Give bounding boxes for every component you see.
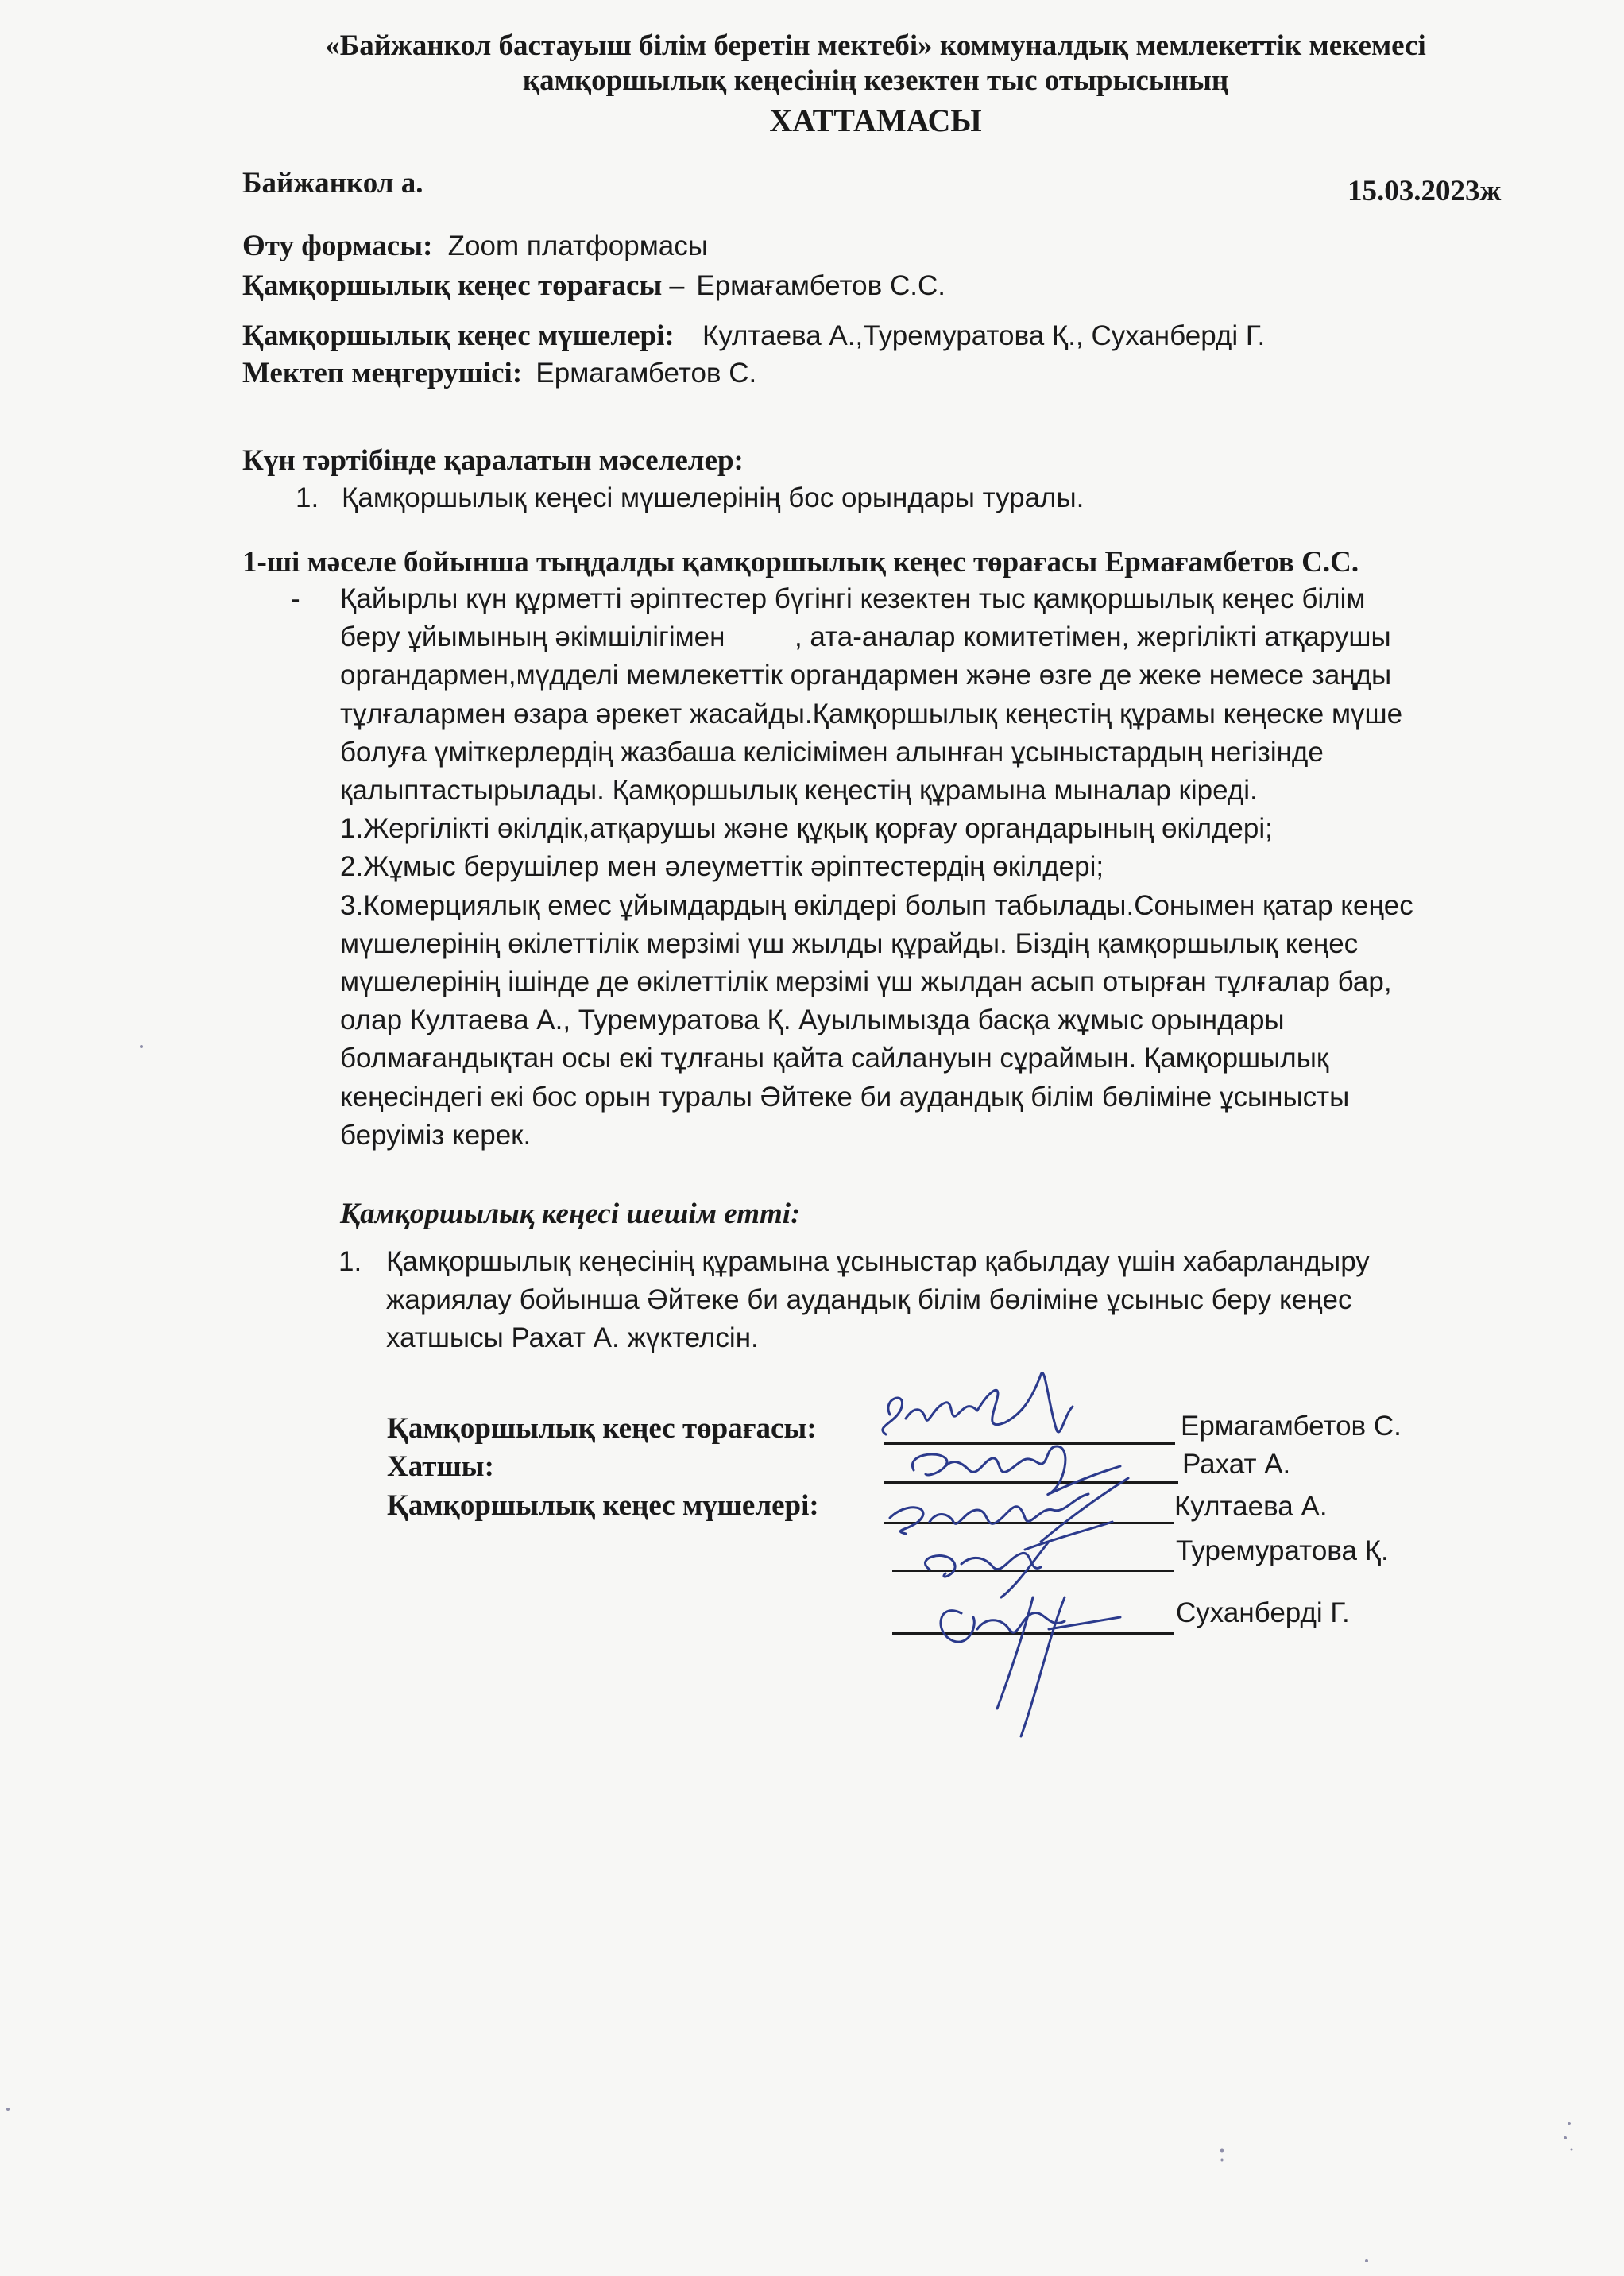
sign-chair-label: Қамқоршылық кеңес төрағасы: [387,1412,817,1445]
issue-line: органдармен,мүдделі мемлекеттік органдармен және өзге де жеке немесе заңды [340,660,1392,691]
decision-item-number: 1. [338,1246,362,1277]
sign-chair-name: Ермагамбетов С. [1181,1411,1402,1442]
issue-line: беруіміз керек. [340,1119,532,1151]
agenda-item-number: 1. [296,482,319,513]
sign-member3-name: Суханберді Г. [1176,1597,1350,1628]
issue-dash: - [291,583,300,614]
decision-line: жариялау бойынша Әйтеке би аудандық білім бөліміне ұсыныс беру кеңес [386,1284,1352,1315]
issue-line: 3.Комерциялық емес ұйымдардың өкілдері болып табылады.Сонымен қатар кеңес [340,889,1413,921]
chair-label: Қамқоршылық кеңес төрағасы – [242,269,685,302]
place: Байжанкол а. [242,167,423,199]
issue-line: кеңесіндегі екі бос орын туралы Әйтеке би аудандық білім бөліміне ұсынысты [340,1081,1350,1113]
issue-line: 1.Жергілікті өкілдік,атқарушы және құқық қорғау органдарының өкілдері; [340,813,1273,845]
agenda-heading: Күн тәртібінде қаралатын мәселелер: [242,444,744,477]
issue-line: болмағандықтан осы екі тұлғаны қайта сайлануын сұраймын. Қамқоршылық [340,1043,1329,1074]
head-label: Мектеп меңгерушісі: [242,357,523,389]
chair-value: Ермағамбетов С.С. [696,270,945,301]
decision-heading: Қамқоршылық кеңесі шешім етті: [340,1198,801,1230]
issue-line: мүшелерінің ішінде де өкілеттілік мерзімі үш жылдан асып отырған тұлғалар бар, [340,966,1392,998]
sign-secretary-label: Хатшы: [387,1450,494,1483]
sign-member1-name: Култаева А. [1174,1491,1328,1522]
date: 15.03.2023ж [1348,175,1502,207]
issue-line: тұлғалармен өзара әрекет жасайды.Қамқоршылық кеңестің құрамы кеңеске мүше [340,698,1403,730]
issue-line: мүшелерінің өкілеттілік мерзімі үш жылды құрайды. Біздің қамқоршылық кеңес [340,927,1359,959]
issue-line: болуға үміткерлердің жазбаша келісімімен алынған ұсыныстардың негізінде [340,736,1324,768]
agenda-item-text: Қамқоршылық кеңесі мүшелерінің бос орындары туралы. [342,482,1085,513]
format-label: Өту формасы: [242,230,433,262]
head-value: Ермагамбетов С. [536,358,757,389]
sign-secretary-name: Рахат А. [1182,1449,1291,1480]
header-line-1: «Байжанкол бастауыш білім беретін мектебі» коммуналдық мемлекеттік мекемесі [325,29,1426,62]
decision-line: хатшысы Рахат А. жүктелсін. [386,1322,759,1353]
sign-members-label: Қамқоршылық кеңес мүшелері: [387,1489,819,1522]
members-value: Култаева А.,Туремуратова Қ., Суханберді Г. [702,320,1266,351]
issue-heading: 1-ші мәселе бойынша тыңдалды қамқоршылық кеңес төрағасы Ермағамбетов С.С. [242,546,1359,579]
issue-line: 2.Жұмыс берушілер мен әлеуметтік әріптестердің өкілдері; [340,851,1104,883]
issue-line: беру ұйымының әкімшілігімен , ата-аналар комитетімен, жергілікті атқарушы [340,621,1391,653]
issue-line: олар Култаева А., Туремуратова Қ. Ауылымызда басқа жұмыс орындары [340,1004,1285,1036]
issue-line: қалыптастырылады. Қамқоршылық кеңестің құрамына мыналар кіреді. [340,775,1258,807]
header-line-2: қамқоршылық кеңесінің кезектен тыс отырысының [522,64,1229,97]
format-value: Zoom платформасы [447,230,708,261]
decision-line: Қамқоршылық кеңесінің құрамына ұсыныстар қабылдау үшін хабарландыру [386,1246,1370,1277]
document-title: ХАТТАМАСЫ [769,103,982,138]
issue-line: Қайырлы күн құрметті әріптестер бүгінгі кезектен тыс қамқоршылық кеңес білім [340,583,1366,614]
sign-member2-name: Туремуратова Қ. [1176,1535,1389,1566]
members-label: Қамқоршылық кеңес мүшелері: [242,319,675,352]
